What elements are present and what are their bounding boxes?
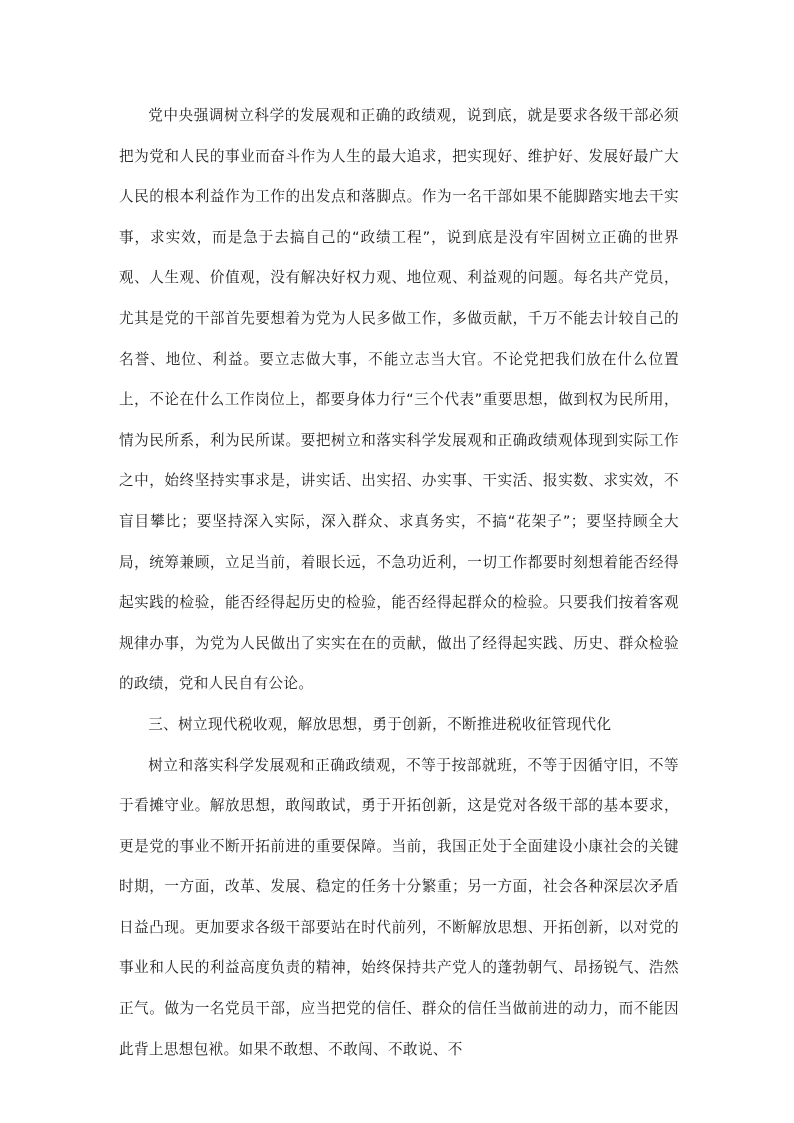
section-heading: 三、树立现代税收观，解放思想，勇于创新，不断推进税收征管现代化 [148, 715, 612, 733]
body-paragraph-2: 树立和落实科学发展观和正确政绩观，不等于按部就班，不等于因循守旧，不等于看摊守业。解放思想，敢闯敢试，勇于开拓创新，这是党对各级干部的基本要求，更是党的事业不断开拓前进的重要保障。当前，我国正处于全面建设小康社会的关键时期，一方面，改革、发展、稳定的任务十分繁重；另一方面，社会各种深层次矛盾日益凸现。更加要求各级干部要站在时代前列，不断解放思想、开拓创新，以对党的事业和人民的利益高度负责的精神，始终保持共产党人的蓬勃朝气、昂扬锐气、浩然正气。做为一名党员干部，应当把党的信任、群众的信任当做前进的动力，而不能因此背上思想包袱。如果不敢想、不敢闯、不敢说、不 [119, 756, 679, 1058]
document-body [119, 96, 679, 1070]
body-paragraph-1: 党中央强调树立科学的发展观和正确的政绩观，说到底，就是要求各级干部必须把为党和人民的事业而奋斗作为人生的最大追求，把实现好、维护好、发展好最广大人民的根本利益作为工作的出发点和落脚点。作为一名干部如果不能脚踏实地去干实事，求实效，而是急于去搞自己的“政绩工程”，说到底是没有牢固树立正确的世界观、人生观、价值观，没有解决好权力观、地位观、利益观的问题。每名共产党员，尤其是党的干部首先要想着为党为人民多做工作，多做贡献，千万不能去计较自己的名誉、地位、利益。要立志做大事，不能立志当大官。不论党把我们放在什么位置上，不论在什么工作岗位上，都要身体力行“三个代表”重要思想，做到权为民所用，情为民所系，利为民所谋。要把树立和落实科学发展观和正确政绩观体现到实际工作之中，始终坚持实事求是，讲实话、出实招、办实事、干实活、报实数、求实效，不盲目攀比；要坚持深入实际，深入群众、求真务实，不搞“花架子”；要坚持顾全大局，统筹兼顾，立足当前，着眼长远，不急功近利，一切工作都要时刻想着能否经得起实践的检验，能否经得起历史的检验，能否经得起群众的检验。只要我们按着客观规律办事，为党为人民做出了实实在在的贡献，做出了经得起实践、历史、群众检验的政绩，党和人民自有公论。 [119, 107, 679, 693]
